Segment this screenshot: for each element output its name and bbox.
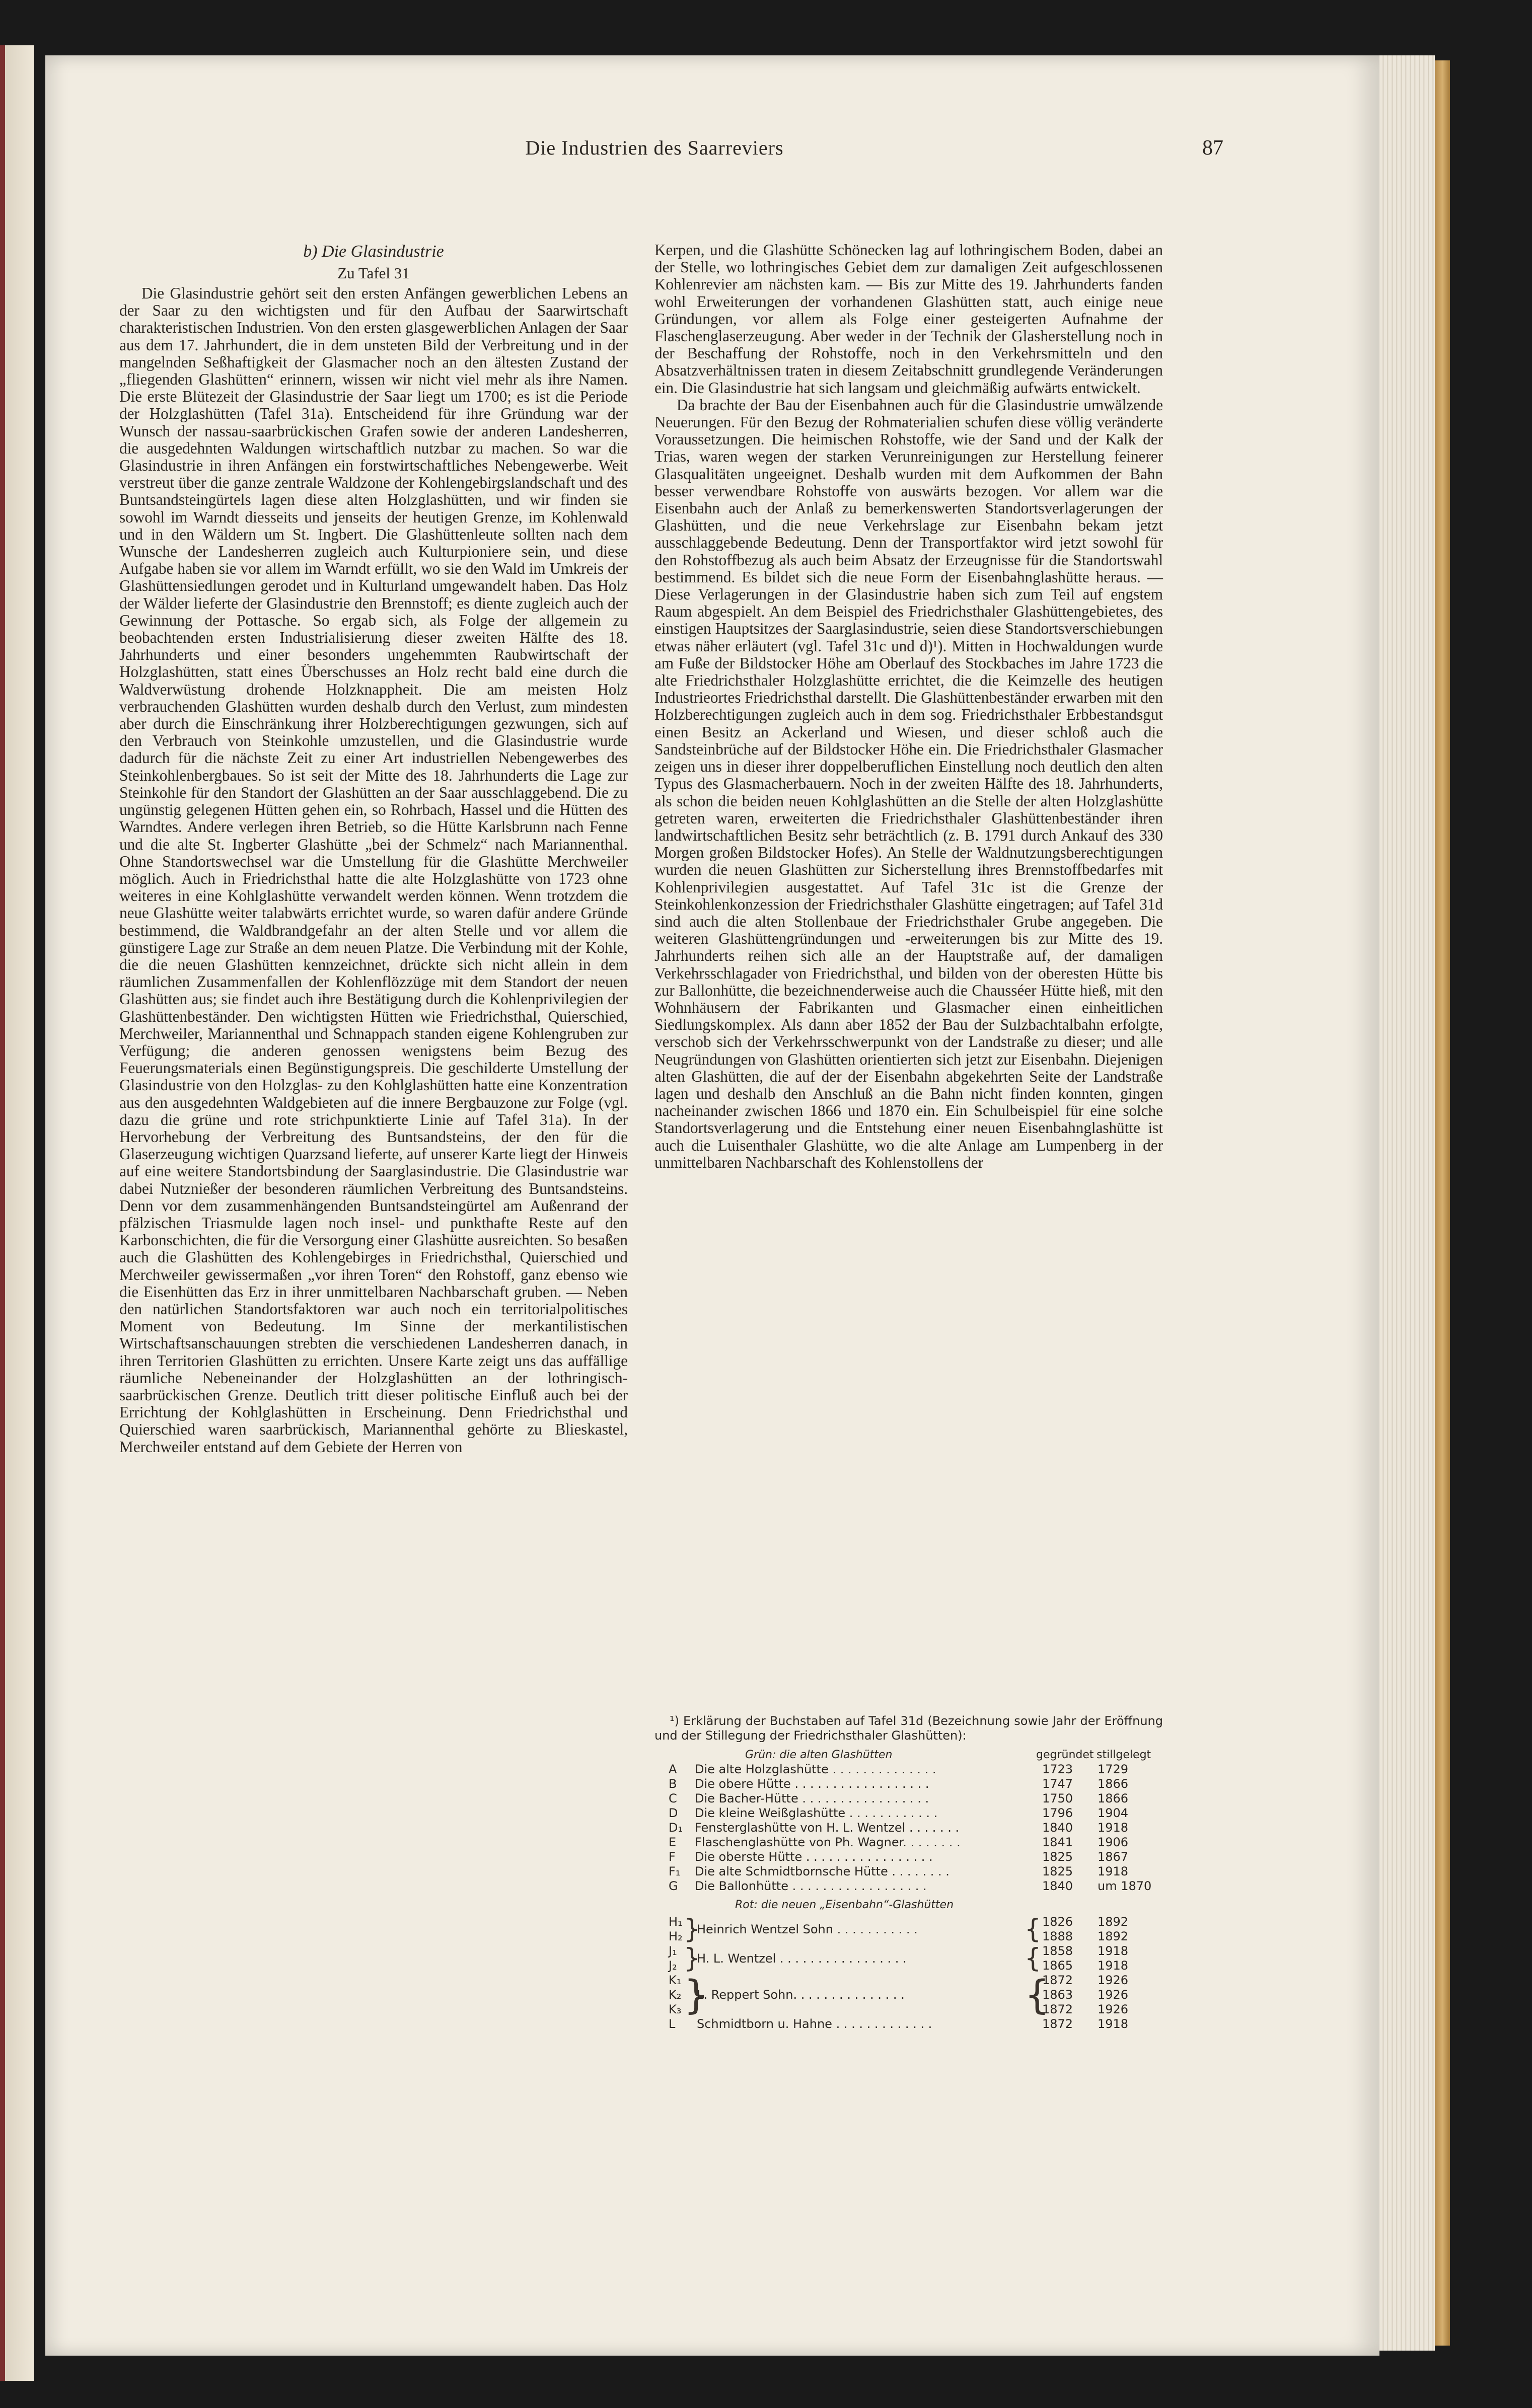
page-stack-edge: [1379, 55, 1435, 2351]
footnote-row: [654, 1806, 1163, 1821]
footnote: [654, 1714, 1163, 2031]
left-column: [119, 242, 628, 1456]
row-name: Die obere Hütte . . . . . . . . . . . . . . . . . .: [695, 1777, 929, 1791]
row-closed: 1906: [1098, 1835, 1129, 1849]
book-cover-edge-right: [1435, 60, 1450, 2346]
year-closed: 1918: [1098, 2017, 1129, 2031]
year-founded: 1858: [1042, 1944, 1073, 1958]
footnote-row: [654, 1879, 1163, 1894]
right-brace: {: [1025, 1943, 1042, 1974]
year-row: [1042, 1944, 1163, 1959]
row-founded: 1723: [1042, 1762, 1073, 1776]
year-founded: 1888: [1042, 1929, 1073, 1943]
group-years: [1042, 1915, 1163, 1944]
row-founded: 1840: [1042, 1879, 1073, 1893]
footnote-row: [654, 1850, 1163, 1864]
group-key: H₁: [669, 1915, 683, 1929]
row-key: E: [669, 1835, 677, 1849]
year-closed: 1926: [1098, 1988, 1129, 2002]
row-closed: 1866: [1098, 1791, 1129, 1805]
row-name: Die alte Holzglashütte . . . . . . . . . . . . . .: [695, 1762, 936, 1776]
paragraph: Da brachte der Bau der Eisenbahnen auch für die Glasindustrie umwälzende Neuerungen. Für den Bezug der Rohmaterialien schufen diese völlig veränderte Voraussetzungen. Die heimischen Rohstoffe, wie der Sand und der Kalk der Trias, waren wegen der starken Verunreinigungen zur Herstellung feinerer Glasqualitäten ungeeignet. Deshalb wurden mit dem Aufkommen der Bahn besser verwendbare Rohstoffe von auswärts bezogen. Vor allem war die Eisenbahn auch der Anlaß zu bemerkenswerten Standortsverlagerungen der Glashütten, und die neue Verkehrslage zur Eisenbahn bekam jetzt ausschlaggebende Bedeutung. Denn der Transportfaktor wird jetzt sowohl für den Rohstoffbezug als auch beim Absatz der Erzeugnisse für die Standortswahl bestimmend. Es bildet sich die neue Form der Eisenbahnglashütte heraus. — Diese Verlagerungen in der Glasindustrie haben sich zum Teil auf engstem Raum abgespielt. An dem Beispiel des Friedrichsthaler Glashüttengebietes, des einstigen Hauptsitzes der Saarglasindustrie, seien diese Standortsverschiebungen etwas näher erläutert (vgl. Tafel 31c und d)¹). Mitten in Hochwaldungen wurde am Fuße der Bildstocker Höhe am Oberlauf des Stockbaches im Jahre 1723 die alte Friedrichsthaler Holzglashütte errichtet, die die Keimzelle des heutigen Industrieortes Friedrichsthal darstellt. Die Glashüttenbeständer erwarben mit den Holzberechtigungen zugleich auch in dem sog. Friedrichsthaler Erbbestandsgut einen Besitz an Ackerland und Wiesen, und dieser schloß auch die Sandsteinbrüche auf der Bildstocker Höhe ein. Die Friedrichsthaler Glasmacher zeigen uns in dieser ihrer doppelberuflichen Einstellung noch deutlich den alten Typus des Glasmacherbauern. Noch in der zweiten Hälfte des 18. Jahrhunderts, als schon die beiden neuen Kohlglashütten an die Stelle der alten Holzglashütte getreten waren, erweiterten die Friedrichsthaler Glashüttenbeständer ihren landwirtschaftlichen Besitz sehr beträchtlich (z. B. 1791 durch Ankauf des 330 Morgen großen Bildstocker Hofes). An Stelle der Waldnutzungsberechtigungen wurden die neuen Glashütten zur Sicherstellung ihres Brennstoffbedarfes mit Kohlenprivilegien ausgestattet. Auf Tafel 31c ist die Grenze der Steinkohlenkonzession der Friedrichsthaler Glashütte eingetragen; auf Tafel 31d sind auch die alten Stollenbaue der Friedrichsthaler Grube angegeben. Die weiteren Glashüttengründungen und -erweiterungen bis zur Mitte des 19. Jahrhunderts reihen sich alle an der Hauptstraße auf, der damaligen Verkehrsschlagader von Friedrichsthal, und bilden von der oberesten Hütte bis zur Ballonhütte, die bezeichnenderweise auch die Chausséer Hütte hieß, mit den Wohnhäusern der Fabrikanten und Glasmacher einen einheitlichen Siedlungskomplex. Als dann aber 1852 der Bau der Sulzbachtalbahn erfolgte, verschob sich der Verkehrsschwerpunkt von der Landstraße zu dieser; und alle Neugründungen von Glashütten orientierten sich jetzt zur Eisenbahn. Diejenigen alten Glashütten, die auf der der Eisenbahn abgekehrten Seite der Landstraße lagen und deshalb den Anschluß an die Bahn nicht finden konnten, gingen nacheinander zwischen 1866 und 1870 ein. Ein Schulbeispiel für eine solche Standortsverlagerung und die Entstehung einer neuen Eisenbahnglashütte ist auch die Luisenthaler Glashütte, wo die alte Anlage am Lumpenberg in der unmittelbaren Nachbarschaft des Kohlenstollens der: [654, 396, 1163, 1171]
footnote-row: [654, 1791, 1163, 1806]
group-name: Schmidtborn u. Hahne . . . . . . . . . . . . .: [697, 2017, 932, 2031]
group-key: L: [669, 2017, 676, 2031]
row-key: F: [669, 1850, 676, 1864]
year-row: [1042, 2002, 1163, 2017]
book-cover-edge-left: [0, 45, 5, 2381]
running-title: Die Industrien des Saarreviers: [525, 136, 784, 159]
group-key: H₂: [669, 1929, 683, 1943]
group-years: [1042, 1973, 1163, 2017]
group-key: K₃: [669, 2002, 682, 2016]
row-key: C: [669, 1791, 677, 1805]
year-row: [1042, 1988, 1163, 2002]
year-row: [1042, 2017, 1163, 2031]
group-key: K₁: [669, 1973, 682, 1987]
col-founded-label: gegründet: [1036, 1749, 1094, 1761]
right-column: [654, 242, 1163, 1171]
right-brace: {: [1025, 1972, 1050, 2018]
section-subtitle: Zu Tafel 31: [337, 264, 410, 282]
page-number: 87: [1202, 136, 1223, 160]
row-name: Die alte Schmidtbornsche Hütte . . . . . . . .: [695, 1864, 950, 1878]
previous-page-edge: [0, 45, 34, 2381]
year-closed: 1926: [1098, 1973, 1129, 1987]
footnote-group: [654, 2017, 1163, 2031]
row-name: Die Bacher-Hütte . . . . . . . . . . . . . . . . .: [695, 1791, 929, 1805]
green-rows: [654, 1762, 1163, 1894]
row-founded: 1750: [1042, 1791, 1073, 1805]
year-row: [1042, 1929, 1163, 1944]
red-label: Rot: die neuen „Eisenbahn“-Glashütten: [735, 1899, 954, 1911]
footnote-red-header: [654, 1898, 1163, 1915]
row-founded: 1840: [1042, 1821, 1073, 1835]
footnote-row: [654, 1777, 1163, 1791]
row-name: Die oberste Hütte . . . . . . . . . . . . . . . . .: [695, 1850, 933, 1864]
section-title: b) Die Glasindustrie: [303, 242, 444, 261]
footnote-green-header: [654, 1748, 1163, 1762]
row-name: Fensterglashütte von H. L. Wentzel . . . . . . .: [695, 1821, 960, 1835]
row-key: F₁: [669, 1864, 681, 1878]
year-closed: 1892: [1098, 1915, 1129, 1929]
year-founded: 1863: [1042, 1988, 1073, 2002]
green-label: Grün: die alten Glashütten: [745, 1749, 893, 1761]
row-closed: 1918: [1098, 1821, 1129, 1835]
year-row: [1042, 1973, 1163, 1988]
row-closed: 1904: [1098, 1806, 1129, 1820]
row-closed: 1729: [1098, 1762, 1129, 1776]
year-founded: 1865: [1042, 1959, 1073, 1973]
group-years: [1042, 2017, 1163, 2031]
row-key: B: [669, 1777, 677, 1791]
footnote-row: [654, 1864, 1163, 1879]
year-closed: 1918: [1098, 1944, 1129, 1958]
paragraph: Die Glasindustrie gehört seit den ersten Anfängen gewerblichen Lebens an der Saar zu den wichtigsten und für den Aufbau der Saarwirtschaft charakteristischen Industrien. Von den ersten glasgewerblichen Anlagen der Saar aus dem 17. Jahrhundert, die in dem unsteten Bild der Verbreitung und in der mangelnden Seßhaftigkeit der Glasmacher noch an den ältesten Zustand der „fliegenden Glashütten“ erinnern, wissen wir nicht viel mehr als ihre Namen. Die erste Blütezeit der Glasindustrie der Saar liegt um 1700; es ist die Periode der Holzglashütten (Tafel 31a). Entscheidend für ihre Gründung war der Wunsch der nassau-saarbrückischen Grafen sowie der anderen Landesherren, die ausgedehnten Waldungen wirtschaftlich nutzbar zu machen. So war die Glasindustrie in ihren Anfängen ein forstwirtschaftliches Nebengewerbe. Weit verstreut über die ganze zentrale Waldzone der Kohlengebirgslandschaft und des Buntsandsteingürtels lagen diese alten Holzglashütten, und wir finden sie sowohl im Warndt diesseits und jenseits der heutigen Grenze, im Kohlenwald und in den Wäldern um St. Ingbert. Die Glashüttenleute sollten nach dem Wunsche der Landesherren zugleich auch Kulturpioniere sein, und diese Aufgabe haben sie vor allem im Warndt erfüllt, wo sie den Wald im Umkreis der Glashüttensiedlungen gerodet und in Kulturland umgewandelt haben. Das Holz der Wälder lieferte der Glasindustrie den Brennstoff; es diente zugleich auch der Gewinnung der Pottasche. So ergab sich, als Folge der allgemein zu beobachtenden ersten Industrialisierung dieser zweiten Hälfte des 18. Jahrhunderts und einer besonders ungehemmten Raubwirtschaft der Holzglashütten, statt eines Überschusses an Holz recht bald eine durch die Waldverwüstung drohende Holzknappheit. Die am meisten Holz verbrauchenden Glashütten wurden deshalb durch den Verlust, zum mindesten aber durch die Einschränkung ihrer Holzberechtigungen gezwungen, sich auf den Verbrauch von Steinkohle umzustellen, und die Glasindustrie wurde dadurch für die nächste Zeit zu einer Art industriellen Nebengewerbes des Steinkohlenbergbaues. So ist seit der Mitte des 18. Jahrhunderts die Lage zur Steinkohle für den Standort der Glashütten an der Saar ausschlaggebend. Die zu ungünstig gelegenen Hütten gehen ein, so Rohrbach, Hassel und die Hütten des Warndtes. Andere verlegen ihren Betrieb, so die Hütte Karlsbrunn nach Fenne und die alte St. Ingberter Glashütte „bei der Schmelz“ nach Mariannenthal. Ohne Standortswechsel war die Umstellung für die Glashütte Merchweiler möglich. Auch in Friedrichsthal hatte die alte Holzglashütte von 1723 ohne weiteres in eine Kohlglashütte verwandelt werden können. Wenn trotzdem die neue Glashütte weiter talabwärts errichtet wurde, so waren dafür andere Gründe bestimmend, die Waldbrandgefahr an der alten Stelle und vor allem die günstigere Lage zur Straße an dem neuen Platze. Die Verbindung mit der Kohle, die die neuen Glashütten kennzeichnet, drückte sich nicht allein in dem räumlichen Zusammenfallen der Kohlenflözzüge mit dem Standort der neuen Glashütten aus; sie findet auch ihre Bestätigung durch die Kohlenprivilegien der Glashüttenbeständer. Den wichtigsten Hütten wie Friedrichsthal, Quierschied, Merchweiler, Mariannenthal und Schnappach standen eigene Kohlengruben zur Verfügung; die anderen genossen wenigstens beim Bezug des Feuerungsmaterials einen Begünstigungspreis. Die geschilderte Umstellung der Glasindustrie von den Holzglas- zu den Kohlglashütten hatte eine Konzentration aus den ausgedehnten Waldgebieten auf die innere Bergbauzone zur Folge (vgl. dazu die grüne und rote strichpunktierte Linie auf Tafel 31a). In der Hervorhebung der Verbreitung des Buntsandsteins, der den für die Glaserzeugung wichtigen Quarzsand lieferte, auf unserer Karte liegt der Hinweis auf eine weitere Standortsbindung der Saarglasindustrie. Die Glasindustrie war dabei Nutznießer der besonderen räumlichen Verbreitung des Buntsandsteins. Denn vor dem zusammenhängenden Buntsandsteingürtel am Außenrand der pfälzischen Triasmulde lagen noch insel- und punkthafte Reste auf den Karbonschichten, die für die Versorgung einer Glashütte ausreichten. So besaßen auch die Glashütten des Kohlengebirges in Friedrichsthal, Quierschied und Merchweiler gewissermaßen „vor ihren Toren“ den Rohstoff, ganz ebenso wie die Eisenhütten das Erz in ihrer unmittelbaren Nachbarschaft gruben. — Neben den natürlichen Standortsfaktoren war auch noch ein territorialpolitisches Moment von Bedeutung. Im Sinne der merkantilistischen Wirtschaftsanschauungen strebten die verschiedenen Landesherren danach, in ihren Territorien Glashütten zu errichten. Unsere Karte zeigt uns das auffällige räumliche Nebeneinander der Holzglashütten an der lothringisch-saarbrückischen Grenze. Deutlich tritt dieser politische Einfluß auch bei der Errichtung der Kohlglashütten in Erscheinung. Denn Friedrichsthal und Quierschied waren saarbrückisch, Mariannenthal gehörte zu Blieskastel, Merchweiler entstand auf dem Gebiete der Herren von: [119, 284, 628, 1456]
group-key: J₁: [669, 1944, 677, 1958]
left-brace: }: [684, 1943, 701, 1974]
footnote-row: [654, 1835, 1163, 1850]
row-founded: 1747: [1042, 1777, 1073, 1791]
footnote-group: [654, 1915, 1163, 1944]
row-founded: 1841: [1042, 1835, 1073, 1849]
row-name: Flaschenglashütte von Ph. Wagner. . . . . . . .: [695, 1835, 961, 1849]
year-closed: 1892: [1098, 1929, 1129, 1943]
year-founded: 1872: [1042, 1973, 1073, 1987]
row-closed: um 1870: [1098, 1879, 1152, 1893]
footnote-group: [654, 1973, 1163, 2017]
footnote-row: [654, 1821, 1163, 1835]
row-founded: 1825: [1042, 1850, 1073, 1864]
row-name: Die Ballonhütte . . . . . . . . . . . . . . . . . .: [695, 1879, 927, 1893]
row-name: Die kleine Weißglashütte . . . . . . . . . . . .: [695, 1806, 938, 1820]
group-key: J₂: [669, 1959, 677, 1973]
left-brace: }: [684, 1914, 701, 1944]
row-key: D₁: [669, 1821, 683, 1835]
group-name: H. L. Wentzel . . . . . . . . . . . . . . . . .: [697, 1951, 907, 1966]
left-brace: }: [684, 1972, 709, 2018]
row-closed: 1867: [1098, 1850, 1129, 1864]
group-name: L. Reppert Sohn. . . . . . . . . . . . . . .: [697, 1988, 905, 2002]
footnote-intro: ¹) Erklärung der Buchstaben auf Tafel 31d (Bezeichnung sowie Jahr der Eröffnung und der Stillegung der Friedrichsthaler Glashütten):: [654, 1714, 1163, 1743]
row-key: G: [669, 1879, 678, 1893]
paragraph: Kerpen, und die Glashütte Schönecken lag auf lothringischem Boden, dabei an der Stelle, wo lothringisches Gebiet dem zur damaligen Zeit aufgeschlossenen Kohlenrevier am nächsten kam. — Bis zur Mitte des 19. Jahrhunderts fanden wohl Erweiterungen der vorhandenen Glashütten statt, auch einige neue Gründungen, vor allem als Folge einer gesteigerten Aufnahme der Flaschenglaserzeugung. Aber weder in der Technik der Glasherstellung noch in der Beschaffung der Rohstoffe, noch in den Verkehrsmitteln und den Absatzverhältnissen traten in diesem Zeitabschnitt grundlegende Veränderungen ein. Die Glasindustrie hat sich langsam und gleichmäßig aufwärts entwickelt.: [654, 241, 1163, 397]
group-years: [1042, 1944, 1163, 1973]
right-brace: {: [1025, 1914, 1042, 1944]
group-keys: [669, 2017, 689, 2031]
footnote-row: [654, 1762, 1163, 1777]
year-closed: 1918: [1098, 1959, 1129, 1973]
row-closed: 1918: [1098, 1864, 1129, 1878]
red-groups: [654, 1915, 1163, 2031]
year-closed: 1926: [1098, 2002, 1129, 2016]
year-founded: 1872: [1042, 2017, 1073, 2031]
row-closed: 1866: [1098, 1777, 1129, 1791]
page-header: [86, 136, 1223, 166]
group-name: Heinrich Wentzel Sohn . . . . . . . . . . .: [697, 1922, 918, 1936]
row-founded: 1825: [1042, 1864, 1073, 1878]
year-row: [1042, 1915, 1163, 1929]
col-closed-label: stillgelegt: [1097, 1749, 1151, 1761]
row-key: A: [669, 1762, 677, 1776]
row-founded: 1796: [1042, 1806, 1073, 1820]
year-founded: 1872: [1042, 2002, 1073, 2016]
year-row: [1042, 1959, 1163, 1973]
row-key: D: [669, 1806, 678, 1820]
year-founded: 1826: [1042, 1915, 1073, 1929]
footnote-group: [654, 1944, 1163, 1973]
group-key: K₂: [669, 1988, 682, 2002]
